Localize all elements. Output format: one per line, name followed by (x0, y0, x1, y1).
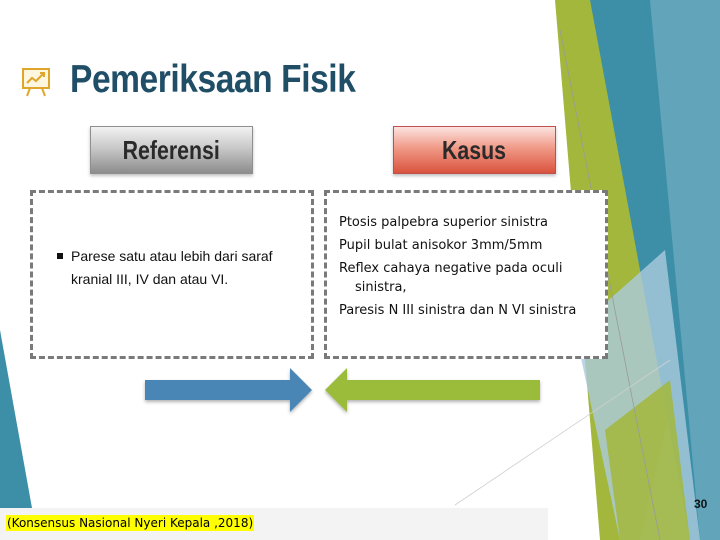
kasus-label: Kasus (442, 134, 507, 165)
list-item: Paresis N III sinistra dan N VI sinistra (339, 303, 577, 318)
citation-text: (Konsensus Nasional Nyeri Kepala ,2018) (7, 516, 254, 530)
right-arrow-icon (145, 368, 312, 412)
left-arrow-icon (325, 368, 540, 412)
list-item: Reflex cahaya negative pada oculi sinistra, (339, 261, 563, 295)
list-item: Ptosis palpebra superior sinistra (339, 215, 549, 230)
page-number: 30 (694, 497, 708, 511)
list-item: Pupil bulat anisokor 3mm/5mm (339, 238, 543, 253)
page-title: Pemeriksaan Fisik (70, 58, 356, 101)
citation-bar (0, 508, 548, 540)
referensi-label: Referensi (122, 134, 221, 165)
referensi-item-text: Parese satu atau lebih dari saraf kranial III, IV dan atau VI. (71, 248, 273, 287)
